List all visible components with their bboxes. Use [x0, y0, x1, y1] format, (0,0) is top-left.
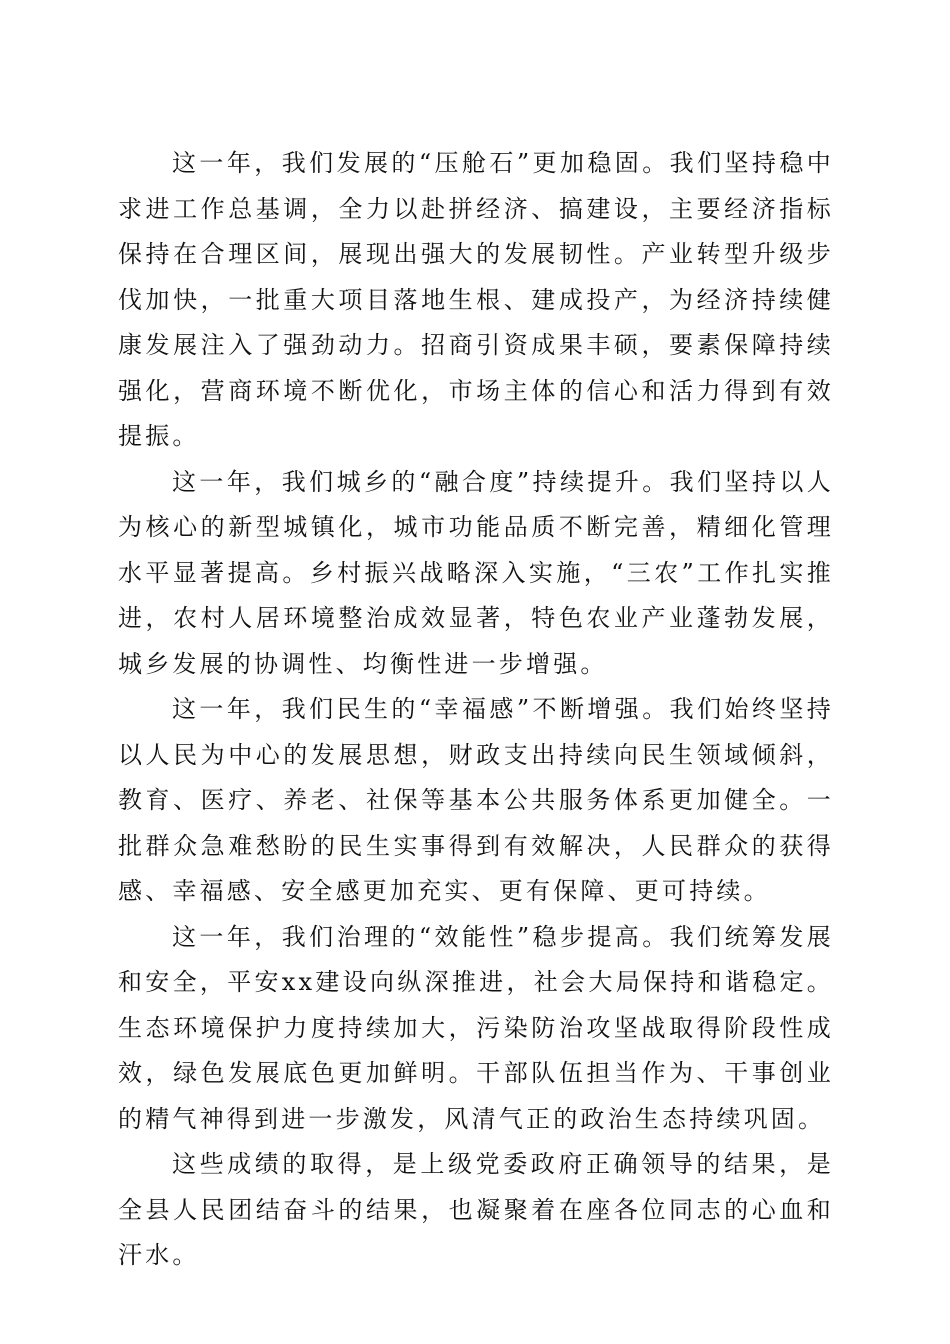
paragraph-livelihood: 这一年，我们民生的“幸福感”不断增强。我们始终坚持以人民为中心的发展思想，财政支出持续向民生领域倾斜，教育、医疗、养老、社保等基本公共服务体系更加健全。一批群众急难愁盼的民生实事得到有效解决，人民群众的获得感、幸福感、安全感更加充实、更有保障、更可持续。: [118, 695, 834, 905]
paragraph-urban-rural: 这一年，我们城乡的“融合度”持续提升。我们坚持以人为核心的新型城镇化，城市功能品质不断完善，精细化管理水平显著提高。乡村振兴战略深入实施，“三农”工作扎实推进，农村人居环境整治成效显著，特色农业产业蓬勃发展，城乡发展的协调性、均衡性进一步增强。: [118, 467, 834, 678]
document-body: [118, 141, 834, 1279]
paragraph-economy: 这一年，我们发展的“压舱石”更加稳固。我们坚持稳中求进工作总基调，全力以赴拼经济、搞建设，主要经济指标保持在合理区间，展现出强大的发展韧性。产业转型升级步伐加快，一批重大项目落地生根、建成投产，为经济持续健康发展注入了强劲动力。招商引资成果丰硕，要素保障持续强化，营商环境不断优化，市场主体的信心和活力得到有效提振。: [118, 149, 834, 450]
paragraph-conclusion: 这些成绩的取得，是上级党委政府正确领导的结果，是全县人民团结奋斗的结果，也凝聚着在座各位同志的心血和汗水。: [118, 1150, 834, 1269]
paragraph-governance: 这一年，我们治理的“效能性”稳步提高。我们统筹发展和安全，平安xx建设向纵深推进，社会大局保持和谐稳定。生态环境保护力度持续加大，污染防治攻坚战取得阶段性成效，绿色发展底色更加鲜明。干部队伍担当作为、干事创业的精气神得到进一步激发，风清气正的政治生态持续巩固。: [118, 922, 834, 1133]
